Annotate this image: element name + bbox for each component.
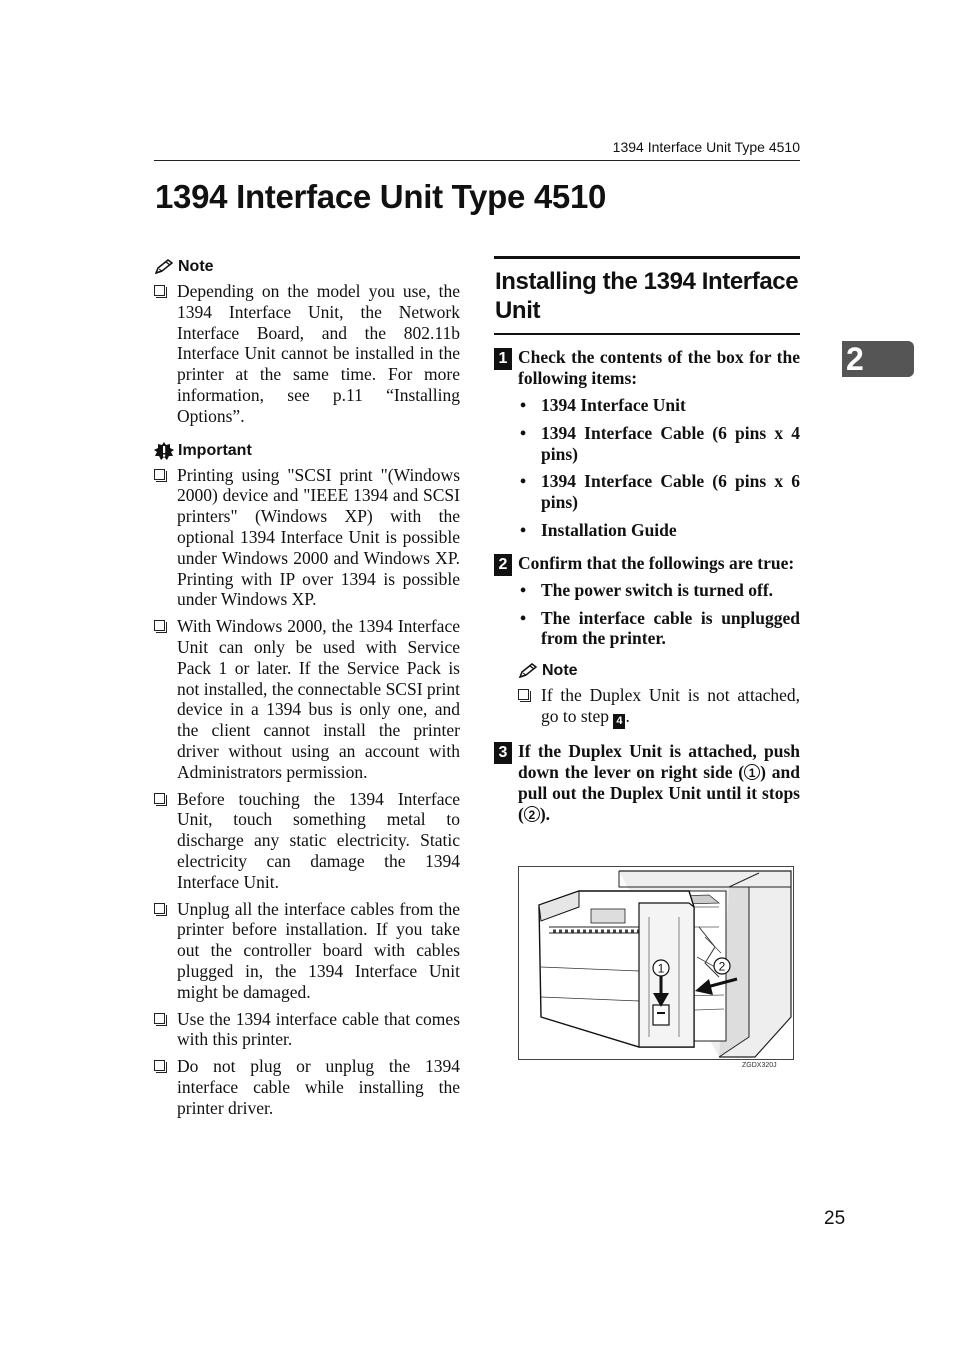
important-heading [154,441,460,461]
list-item [154,616,460,782]
important-label: Important [178,441,252,459]
step-text-part: If the Duplex Unit is attached, push down the lever on right side ( [518,740,800,782]
checkbox-icon [154,793,165,804]
list-item [154,1009,460,1051]
step-number-icon: 1 [494,348,512,370]
figure-code: ZGDX320J [742,1062,777,1069]
important-text: With Windows 2000, the 1394 Interface Unit can only be used with Service Pack 1 or later. If the Service Pack is not installed, the connectable SCSI print device in a 1394 bus is only one, and the client cannot install the printer driver without using an account with Administrators permission. [177,616,460,782]
important-icon [154,442,174,460]
important-section [154,441,460,1119]
note-section [154,257,460,427]
step-3 [494,741,800,825]
note-text: Depending on the model you use, the 1394 Interface Unit, the Network Interface Board, and the 802.11b Interface Unit cannot be installed in the printer at the same time. For more information, see p.11 “Installing Options”. [177,281,460,426]
important-text: Unplug all the interface cables from the printer before installation. If you take out the controller board with cables plugged in, the 1394 Interface Unit might be damaged. [177,898,460,1002]
checkbox-icon [154,1060,165,1071]
list-item: • 1394 Interface Cable (6 pins x 4 pins) [518,423,800,465]
page-title: 1394 Interface Unit Type 4510 [155,178,607,215]
step-number-icon: 2 [494,554,512,576]
important-text: Use the 1394 interface cable that comes with this printer. [177,1008,460,1050]
list-item [154,1056,460,1118]
important-text: Printing using "SCSI print "(Windows 2000) device and "IEEE 1394 and SCSI printers" (Windows XP) with the optional 1394 Interface Unit is possible under Windows 2000 and Windows XP. Printing with IP over 1394 is possible under Windows XP. [177,464,460,610]
note-text: If the Duplex Unit is not attached, go to step [541,685,800,726]
step-text-part: ) and pull out the Duplex Unit until it stops ( [518,761,801,824]
checkbox-icon [518,689,529,700]
checkbox-icon [154,285,165,296]
bullet-list [518,395,800,541]
list-item [154,789,460,893]
circled-number-icon: 1 [744,764,760,780]
note-list [154,281,460,427]
list-item: • The interface cable is unplugged from the printer. [518,608,800,650]
pencil-icon [154,259,174,275]
note-text-end: . [625,705,630,726]
right-column [494,256,800,837]
list-item [518,685,800,729]
pencil-icon [518,663,538,679]
callout-2-label: 2 [718,959,726,974]
important-text: Do not plug or unplug the 1394 interface cable while installing the printer driver. [177,1056,460,1118]
note-label: Note [542,662,578,680]
note-label: Note [178,258,214,275]
list-item: • 1394 Interface Unit [518,395,800,416]
callout-1-label: 1 [657,961,665,976]
note-list [518,685,800,729]
list-item [154,899,460,1003]
checkbox-icon [154,620,165,631]
step-note [518,661,800,729]
circled-number-icon: 2 [524,806,540,822]
page-number: 25 [824,1208,846,1229]
list-item [154,465,460,611]
chapter-tab-number: 2 [846,341,864,377]
note-heading [154,257,460,277]
chapter-tab [842,341,914,377]
step-1 [494,347,800,541]
list-item: • The power switch is turned off. [518,580,800,601]
checkbox-icon [154,1013,165,1024]
step-text [518,741,800,825]
note-heading [518,661,800,681]
checkbox-icon [154,469,165,480]
running-header-title: 1394 Interface Unit Type 4510 [612,139,800,155]
step-reference-icon: 4 [613,714,625,729]
step-2 [494,553,800,729]
list-item: • Installation Guide [518,520,800,541]
duplex-unit-illustration [518,866,794,1060]
important-text: Before touching the 1394 Interface Unit, touch something metal to discharge any static electricity. Static electricity can damage the 1394 Interface Unit. [177,788,460,892]
list-item: • 1394 Interface Cable (6 pins x 6 pins) [518,471,800,513]
printer-drawing [519,867,793,1059]
step-text: Confirm that the followings are true: [518,552,795,573]
running-header [154,138,800,161]
step-text-part: ). [539,803,551,824]
list-item [154,281,460,427]
checkbox-icon [154,903,165,914]
step-number-icon: 3 [494,742,512,764]
important-list [154,465,460,1119]
step-text: Check the contents of the box for the following items: [518,347,800,388]
section-heading: Installing the 1394 Interface Unit [494,256,800,335]
left-column [154,257,460,1132]
bullet-list [518,580,800,649]
